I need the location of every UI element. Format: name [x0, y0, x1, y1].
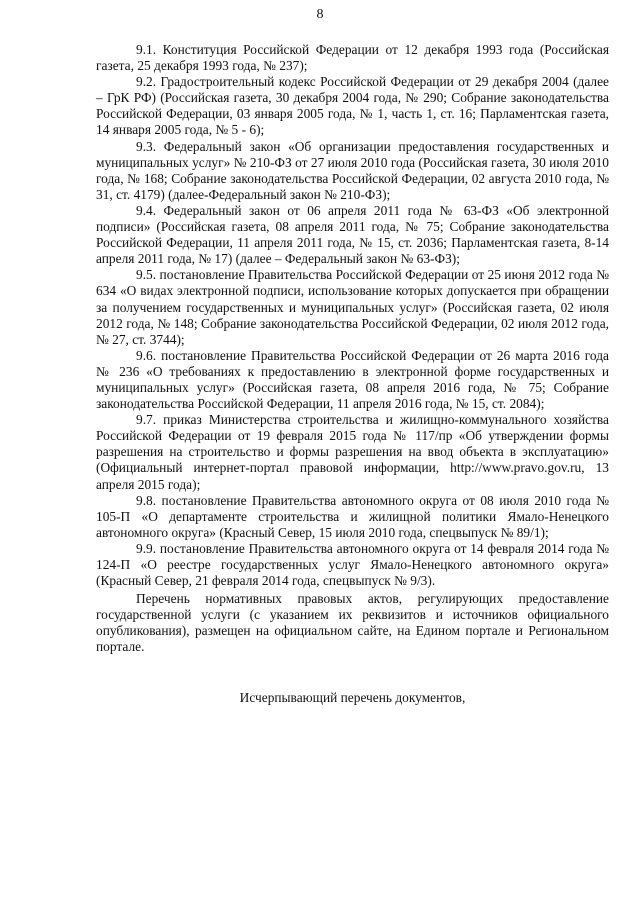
page-number: 8 — [316, 7, 324, 22]
paragraph-legal-acts-list: Перечень нормативных правовых актов, регулирующих предоставление государственной услуги (с указанием их реквизитов и источников официального опубликования), размещен на официальном сайте, на Едином портале и Региональном портале. — [96, 591, 609, 655]
paragraph-9-9: 9.9. постановление Правительства автономного округа от 14 февраля 2014 года № 124-П «О реестре государственных услуг Ямало-Ненецкого автономного округа» (Красный Север, 21 февраля 2014 года, спецвыпуск № 9/3). — [96, 540, 609, 589]
paragraph-9-2: 9.2. Градостроительный кодекс Российской Федерации от 29 декабря 2004 (далее – ГрК РФ) (Российская газета, 30 декабря 2004 года, № 290; Собрание законодательства Российской Федерации, 03 января 2005 года, № 1, часть 1, ст. 16; Парламентская газета, 14 января 2005 года, № 5 - 6); — [96, 74, 609, 138]
paragraph-9-3: 9.3. Федеральный закон «Об организации предоставления государственных и муниципальных услуг» № 210-ФЗ от 27 июля 2010 года (Российская газета, 30 июля 2010 года, № 168; Собрание законодательства Российской Федерации, 02 августа 2010 года, № 31, ст. 4179) (далее-Федеральный закон № 210-ФЗ); — [96, 138, 609, 202]
paragraph-9-6: 9.6. постановление Правительства Российской Федерации от 26 марта 2016 года № 236 «О требованиях к предоставлению в электронной форме государственных и муниципальных услуг» (Российская газета, 08 апреля 2016 года, № 75; Собрание законодательства Российской Федерации, 11 апреля 2016 года, № 15, ст. 2084); — [96, 347, 609, 412]
paragraph-9-4: 9.4. Федеральный закон от 06 апреля 2011 года № 63-ФЗ «Об электронной подписи» (Российская газета, 08 апреля 2011 года, № 75; Собрание законодательства Российской Федерации, 11 апреля 2011 года, № 15, ст. 2036; Парламентская газета, 8-14 апреля 2011 года, № 17) (далее – Федеральный закон № 63-ФЗ); — [96, 202, 609, 267]
paragraph-9-1: 9.1. Конституция Российской Федерации от 12 декабря 1993 года (Российская газета, 25 декабря 1993 года, № 237); — [96, 42, 609, 74]
paragraph-9-7: 9.7. приказ Министерства строительства и жилищно-коммунального хозяйства Российской Федерации от 19 февраля 2015 года № 117/пр «Об утверждении формы разрешения на строительство и формы разрешения на ввод объекта в эксплуатацию» (Официальный интернет-портал правовой информации, http://www.pravo.gov.ru, 13 апреля 2015 года); — [96, 412, 609, 492]
closing-heading: Исчерпывающий перечень документов, — [239, 690, 466, 705]
paragraph-9-5: 9.5. постановление Правительства Российской Федерации от 25 июня 2012 года № 634 «О видах электронной подписи, использование которых допускается при обращении за получением государственных и муниципальных услуг» (Российская газета, 02 июля 2012 года, № 148; Собрание законодательства Российской Федерации, 02 июля 2012 года, № 27, ст. 3744); — [96, 267, 609, 347]
document-body — [96, 42, 609, 656]
paragraph-9-8: 9.8. постановление Правительства автономного округа от 08 июля 2010 года № 105-П «О департаменте строительства и жилищной политики Ямало-Ненецкого автономного округа» (Красный Север, 15 июля 2010 года, спецвыпуск № 89/1); — [96, 492, 609, 540]
